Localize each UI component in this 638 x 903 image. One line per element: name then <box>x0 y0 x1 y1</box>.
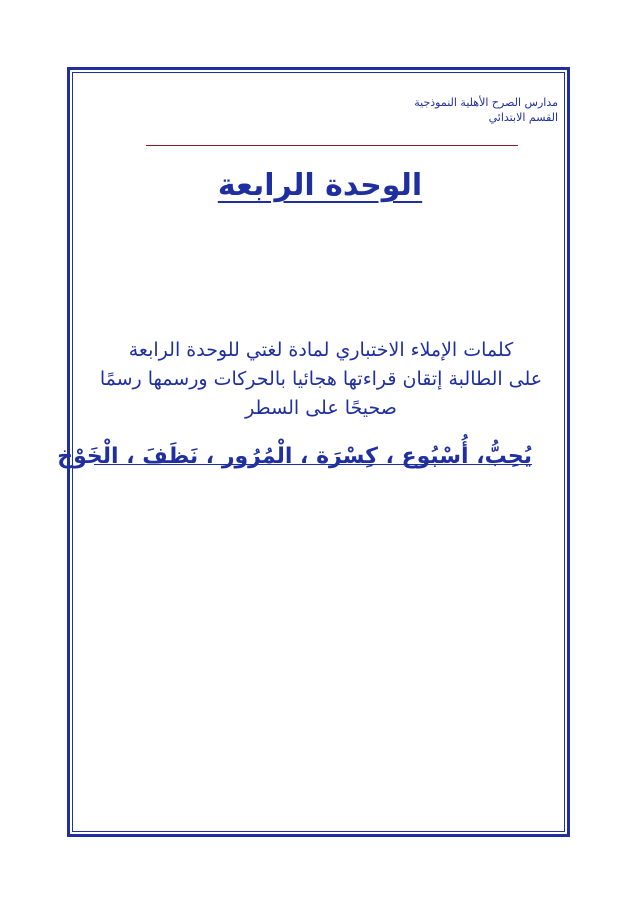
header-divider <box>146 145 518 146</box>
instructions-line-1: كلمات الإملاء الاختباري لمادة لغتي للوحدة الرابعة <box>128 339 514 361</box>
instructions <box>90 336 552 423</box>
word-list-underline <box>94 464 532 465</box>
school-name: مدارس الصرح الأهلية النموذجية <box>414 96 558 109</box>
school-section: القسم الابتدائي <box>488 111 558 124</box>
school-header <box>258 95 558 125</box>
unit-title <box>140 168 500 203</box>
instructions-line-3: صحيحًا على السطر <box>245 397 397 419</box>
unit-title-text: الوحدة الرابعة <box>217 168 423 203</box>
instructions-line-2: على الطالبة إتقان قراءتها هجائيا بالحركات ورسمها رسمًا <box>99 368 543 390</box>
spelling-word-list: يُحِبُّ، أُسْبُوع ، كِسْرَة ، الْمُرُور ، نَظَفَ ، الْخَوْخ <box>57 444 532 469</box>
